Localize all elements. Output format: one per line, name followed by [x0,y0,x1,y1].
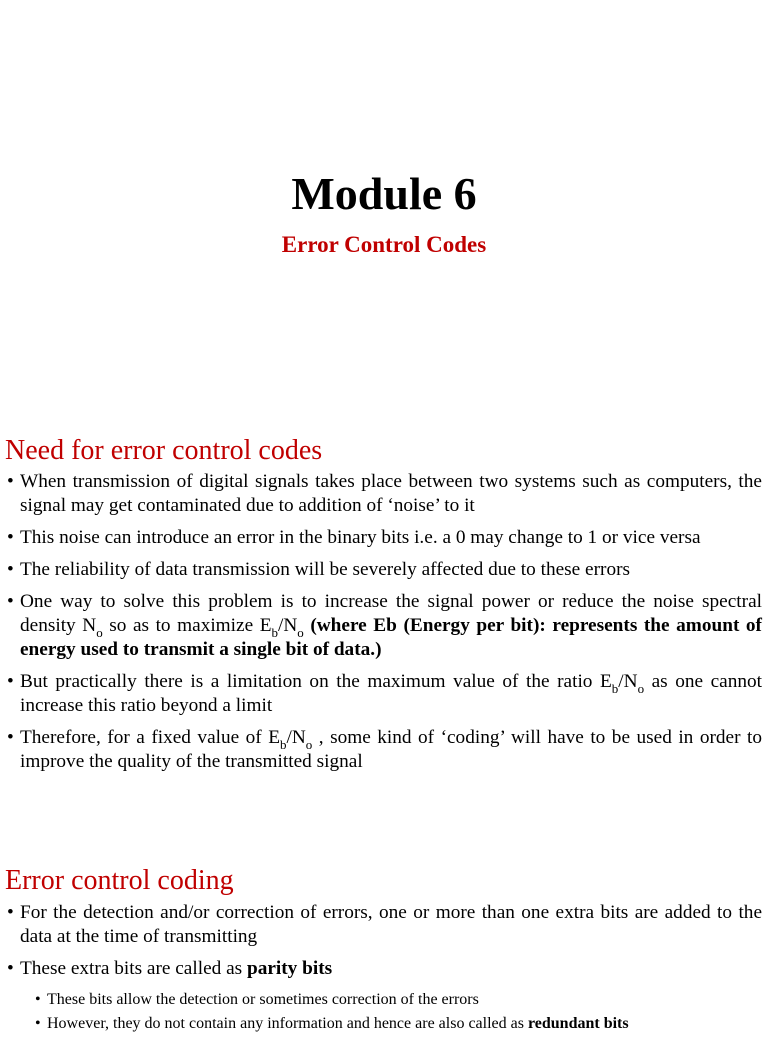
parity-bits-term: parity bits [246,958,333,979]
module-subtitle: Error Control Codes [281,232,487,257]
coding-subbullet-1: • These bits allow the detection or sometimes correction of the errors [0,989,762,1011]
ratio-slash: /N [286,727,306,748]
eb-subscript: b [611,681,619,696]
title-slide [0,0,768,400]
ratio-slash: /N [278,615,298,636]
bullet-5-text-post: as one cannot increase this ratio beyond a limit [20,671,762,716]
module-title: Module 6 [291,168,477,219]
coding-bullet-1: • For the detection and/or correction of errors, one or more than one extra bits are added to the data at the time of transmitting [0,901,762,949]
need-bullet-list [0,470,762,782]
no-subscript: o [305,737,313,752]
coding-heading: Error control coding [5,865,234,896]
coding-bullet-list [0,901,762,1037]
coding-bullet-2 [0,957,762,981]
ratio-slash: /N [618,671,638,692]
redundant-bits-term: redundant bits [527,1015,629,1032]
bullet-4-text-mid: so as to maximize E [102,615,272,636]
coding-bullet-2-text: These extra bits are called as [20,958,247,979]
need-bullet-4 [0,590,762,662]
need-bullet-3: • The reliability of data transmission will be severely affected due to these errors [0,558,762,582]
eb-subscript: b [271,625,278,640]
no-subscript: o [637,681,645,696]
coding-slide [0,830,768,1032]
need-bullet-5 [0,670,762,718]
bullet-4-text: One way to solve this problem is to increase the signal power or reduce the noise spectral density N [20,591,762,636]
bullet-5-text: But practically there is a limitation on the maximum value of the ratio E [20,671,612,692]
no-subscript: o [96,625,103,640]
need-heading: Need for error control codes [5,435,323,466]
eb-subscript: b [280,737,287,752]
coding-subbullet-2-text: However, they do not contain any information and hence are also called as [47,1015,528,1032]
coding-subbullet-2 [0,1013,762,1035]
bullet-6-text-post: , some kind of ‘coding’ will have to be used in order to improve the quality of the transmitted signal [20,727,762,772]
need-bullet-1: • When transmission of digital signals takes place between two systems such as computers, the signal may get contaminated due to addition of ‘noise’ to it [0,470,762,518]
need-slide [0,400,768,830]
need-bullet-2: • This noise can introduce an error in the binary bits i.e. a 0 may change to 1 or vice versa [0,526,762,550]
bullet-6-text: Therefore, for a fixed value of E [20,727,280,748]
eb-definition: (where Eb (Energy per bit): represents the amount of energy used to transmit a single bit of data.) [20,615,762,660]
no-subscript: o [297,625,304,640]
need-bullet-6 [0,726,762,774]
